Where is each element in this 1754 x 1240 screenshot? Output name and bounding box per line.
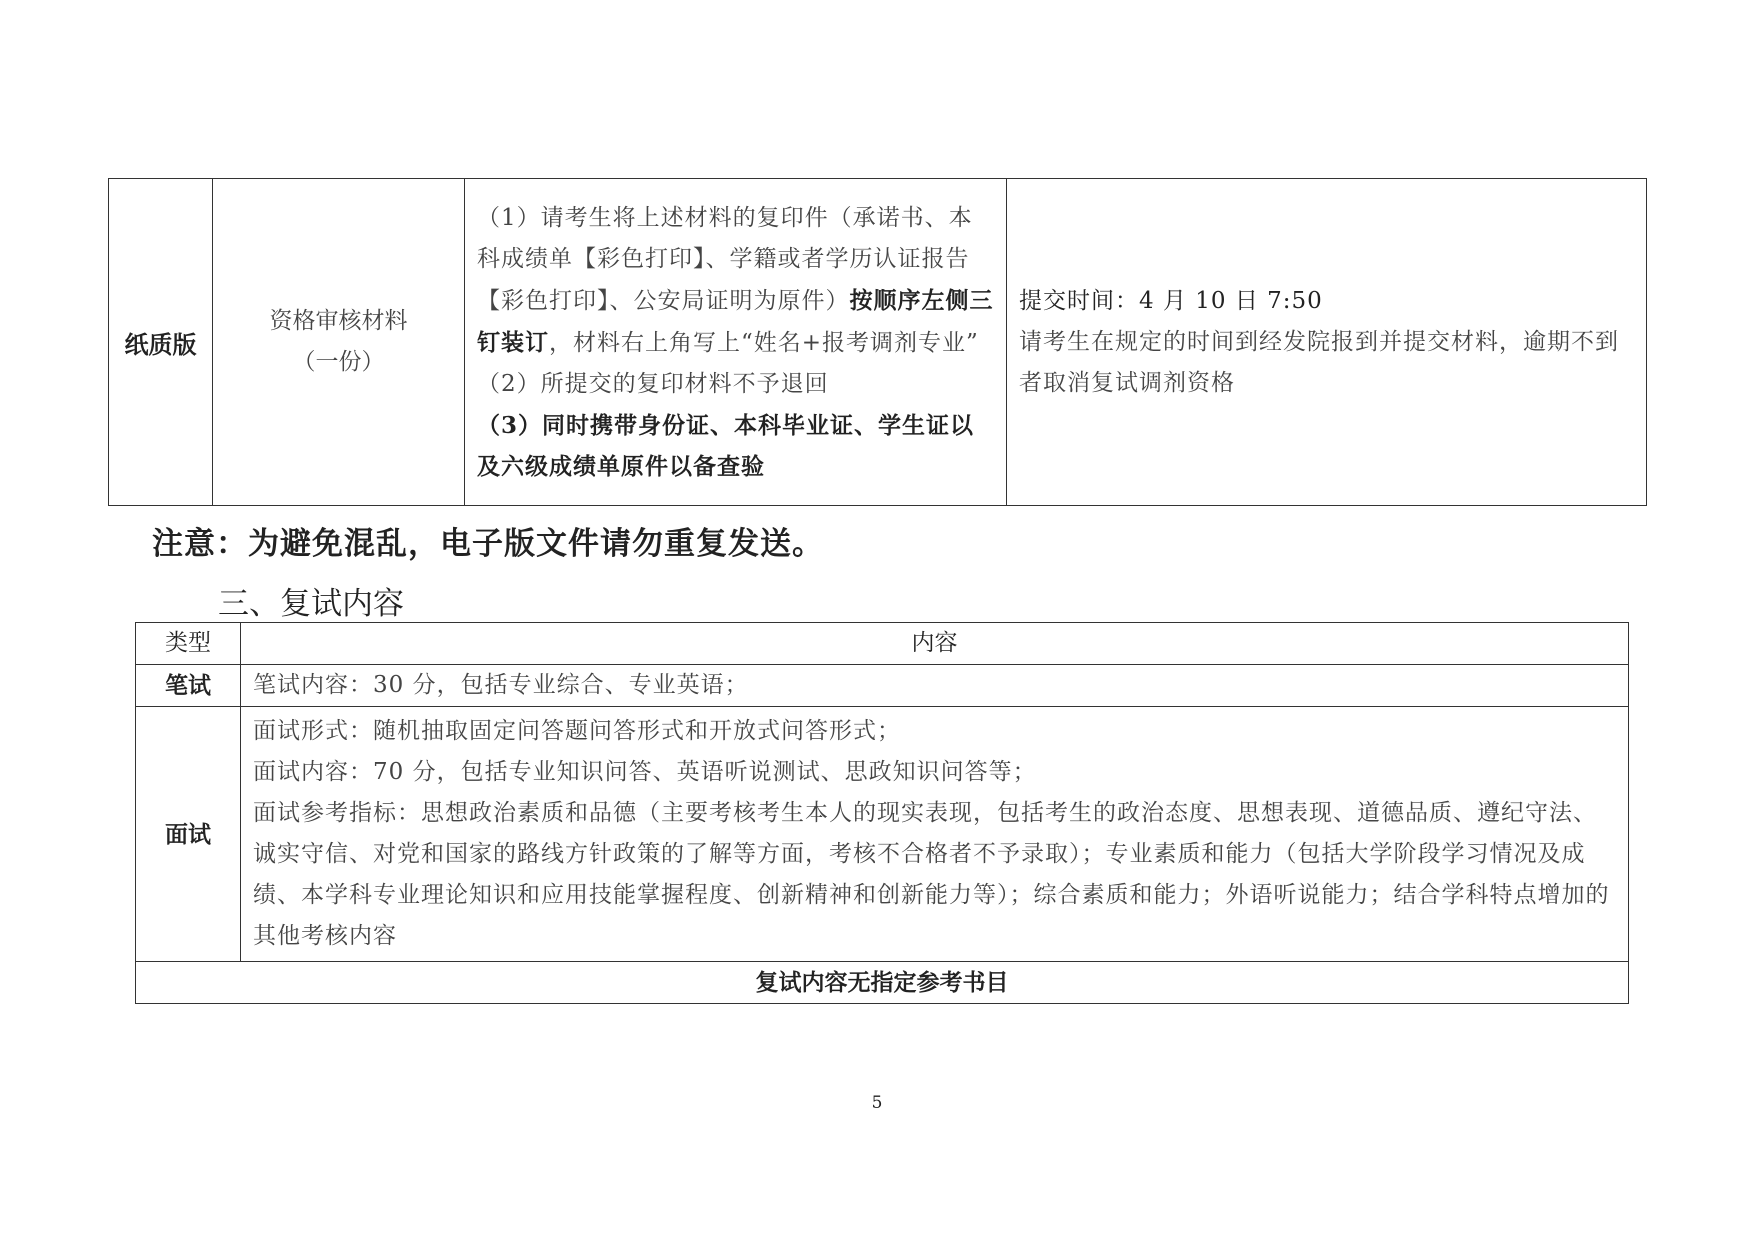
table-row — [136, 665, 1629, 707]
header-content: 内容 — [241, 623, 1629, 665]
requirement-1-tail: ，材料右上角写上“姓名+报考调剂专业” — [549, 329, 979, 356]
requirement-2: （2）所提交的复印材料不予退回 — [477, 370, 829, 397]
written-label: 笔试 — [136, 665, 241, 707]
interview-label: 面试 — [136, 707, 241, 962]
requirement-3: （3）同时携带身份证、本科毕业证、学生证以及六级成绩单原件以备查验 — [477, 411, 975, 480]
interview-format: 面试形式：随机抽取固定问答题问答形式和开放式问答形式； — [253, 718, 901, 744]
no-reference-books: 复试内容无指定参考书目 — [136, 962, 1629, 1004]
table-row — [109, 179, 1647, 506]
section-title: 三、复试内容 — [218, 586, 404, 622]
header-type: 类型 — [136, 623, 241, 665]
written-content: 笔试内容：30 分，包括专业综合、专业英语； — [241, 665, 1629, 707]
material-requirements-cell — [465, 179, 1007, 506]
page-number: 5 — [871, 1093, 883, 1113]
material-table — [108, 178, 1647, 506]
material-item-name: 资格审核材料 — [269, 308, 408, 334]
interview-scope: 面试内容：70 分，包括专业知识问答、英语听说测试、思政知识问答等； — [253, 759, 1037, 785]
material-item-count: （一份） — [292, 349, 385, 375]
requirement-1 — [477, 198, 996, 364]
table-row — [136, 707, 1629, 962]
interview-content — [241, 707, 1629, 962]
notice: 注意：为避免混乱，电子版文件请勿重复发送。 — [152, 526, 824, 562]
table-header-row — [136, 623, 1629, 665]
exam-content-table — [135, 622, 1629, 1004]
requirement-1-text: （1）请考生将上述材料的复印件（承诺书、本科成绩单【彩色打印】、学籍或者学历认证报告【彩色打印】、公安局证明为原件） — [477, 204, 973, 314]
submission-time: 提交时间：4 月 10 日 7:50 — [1019, 287, 1323, 314]
submission-cell — [1007, 179, 1647, 506]
table-footer-row — [136, 962, 1629, 1004]
material-type-cell: 纸质版 — [109, 179, 213, 506]
submission-note: 请考生在规定的时间到经发院报到并提交材料，逾期不到者取消复试调剂资格 — [1019, 328, 1619, 396]
requirement-1-emphasis: 按顺序左侧三钉装订 — [477, 286, 994, 356]
material-item-cell — [213, 179, 465, 506]
interview-criteria: 面试参考指标：思想政治素质和品德（主要考核考生本人的现实表现，包括考生的政治态度、思想表现、道德品质、遵纪守法、诚实守信、对党和国家的路线方针政策的了解等方面，考核不合格者不予录取）；专业素质和能力（包括大学阶段学习情况及成绩、本学科专业理论知识和应用技能掌握程度、创新精神和创新能力等）；综合素质和能力；外语听说能力；结合学科特点增加的其他考核内容 — [253, 800, 1610, 949]
